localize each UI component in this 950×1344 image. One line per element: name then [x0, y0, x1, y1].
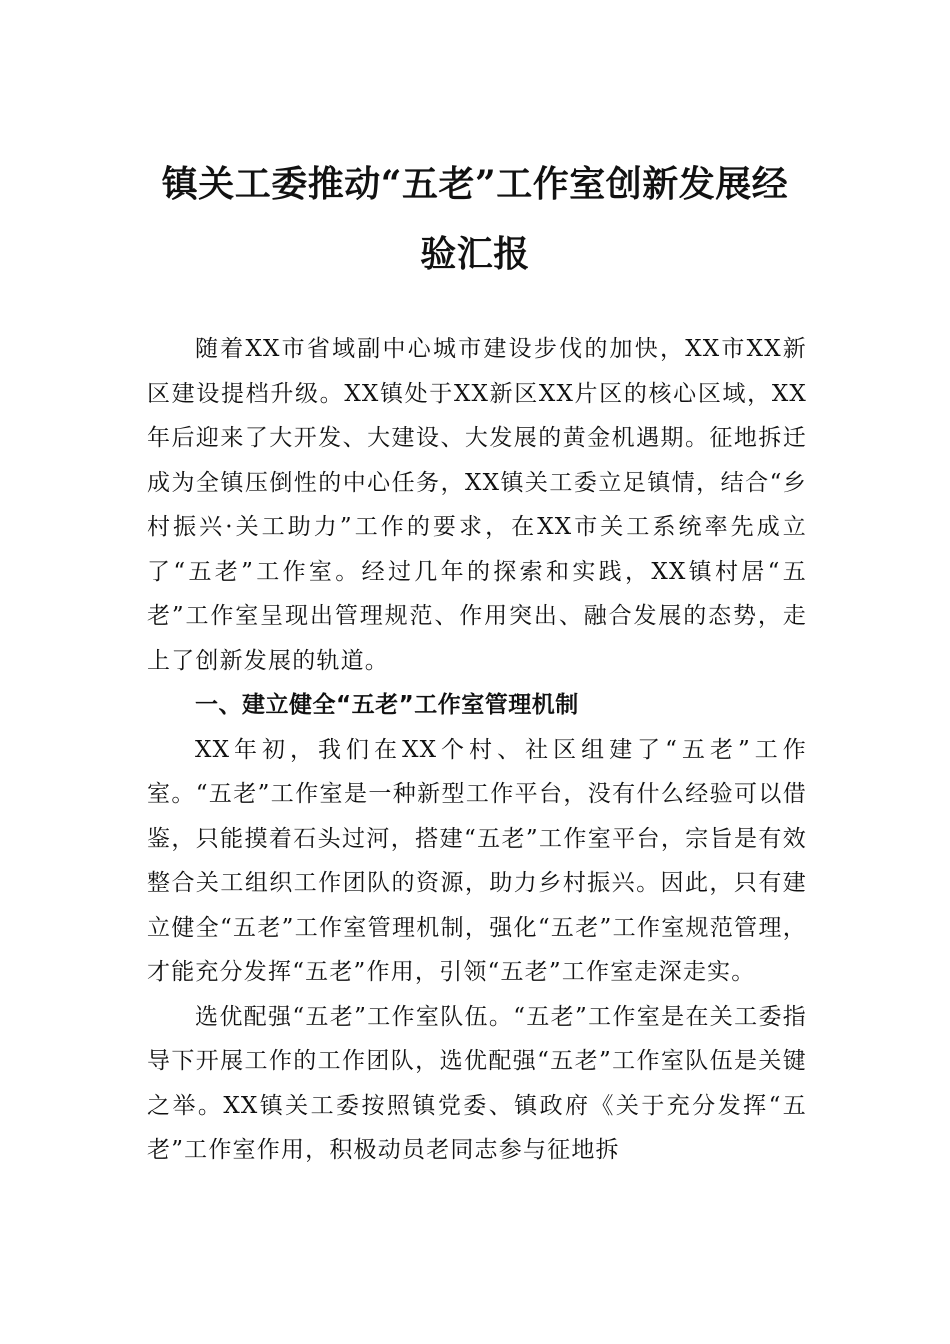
section-1-paragraph-1: XX年初，我们在XX个村、社区组建了“五老”工作室。“五老”工作室是一种新型工作平台，没有什么经验可以借鉴，只能摸着石头过河，搭建“五老”工作室平台，宗旨是有效整合关工组织工作团队的资源，助力乡村振兴。因此，只有建立健全“五老”工作室管理机制，强化“五老”工作室规范管理，才能充分发挥“五老”作用，引领“五老”工作室走深走实。	[147, 736, 807, 985]
section-1-heading: 一、建立健全“五老”工作室管理机制	[195, 692, 579, 718]
intro-paragraph: 随着XX市省域副中心城市建设步伐的加快，XX市XX新区建设提档升级。XX镇处于XX新区XX片区的核心区域，XX年后迎来了大开发、大建设、大发展的黄金机遇期。征地拆迁成为全镇压倒性的中心任务，XX镇关工委立足镇情，结合“乡村振兴·关工助力”工作的要求，在XX市关工系统率先成立了“五老”工作室。经过几年的探索和实践，XX镇村居“五老”工作室呈现出管理规范、作用突出、融合发展的态势，走上了创新发展的轨道。	[147, 336, 807, 674]
document-body	[147, 327, 807, 1173]
section-1-paragraph-2: 选优配强“五老”工作室队伍。“五老”工作室是在关工委指导下开展工作的工作团队，选优配强“五老”工作室队伍是关键之举。XX镇关工委按照镇党委、镇政府《关于充分发挥“五老”工作室作用，积极动员老同志参与征地拆	[147, 1003, 807, 1163]
document-title-line-1: 镇关工委推动“五老”工作室创新发展经	[161, 163, 789, 205]
document-title-line-2: 验汇报	[420, 233, 530, 275]
